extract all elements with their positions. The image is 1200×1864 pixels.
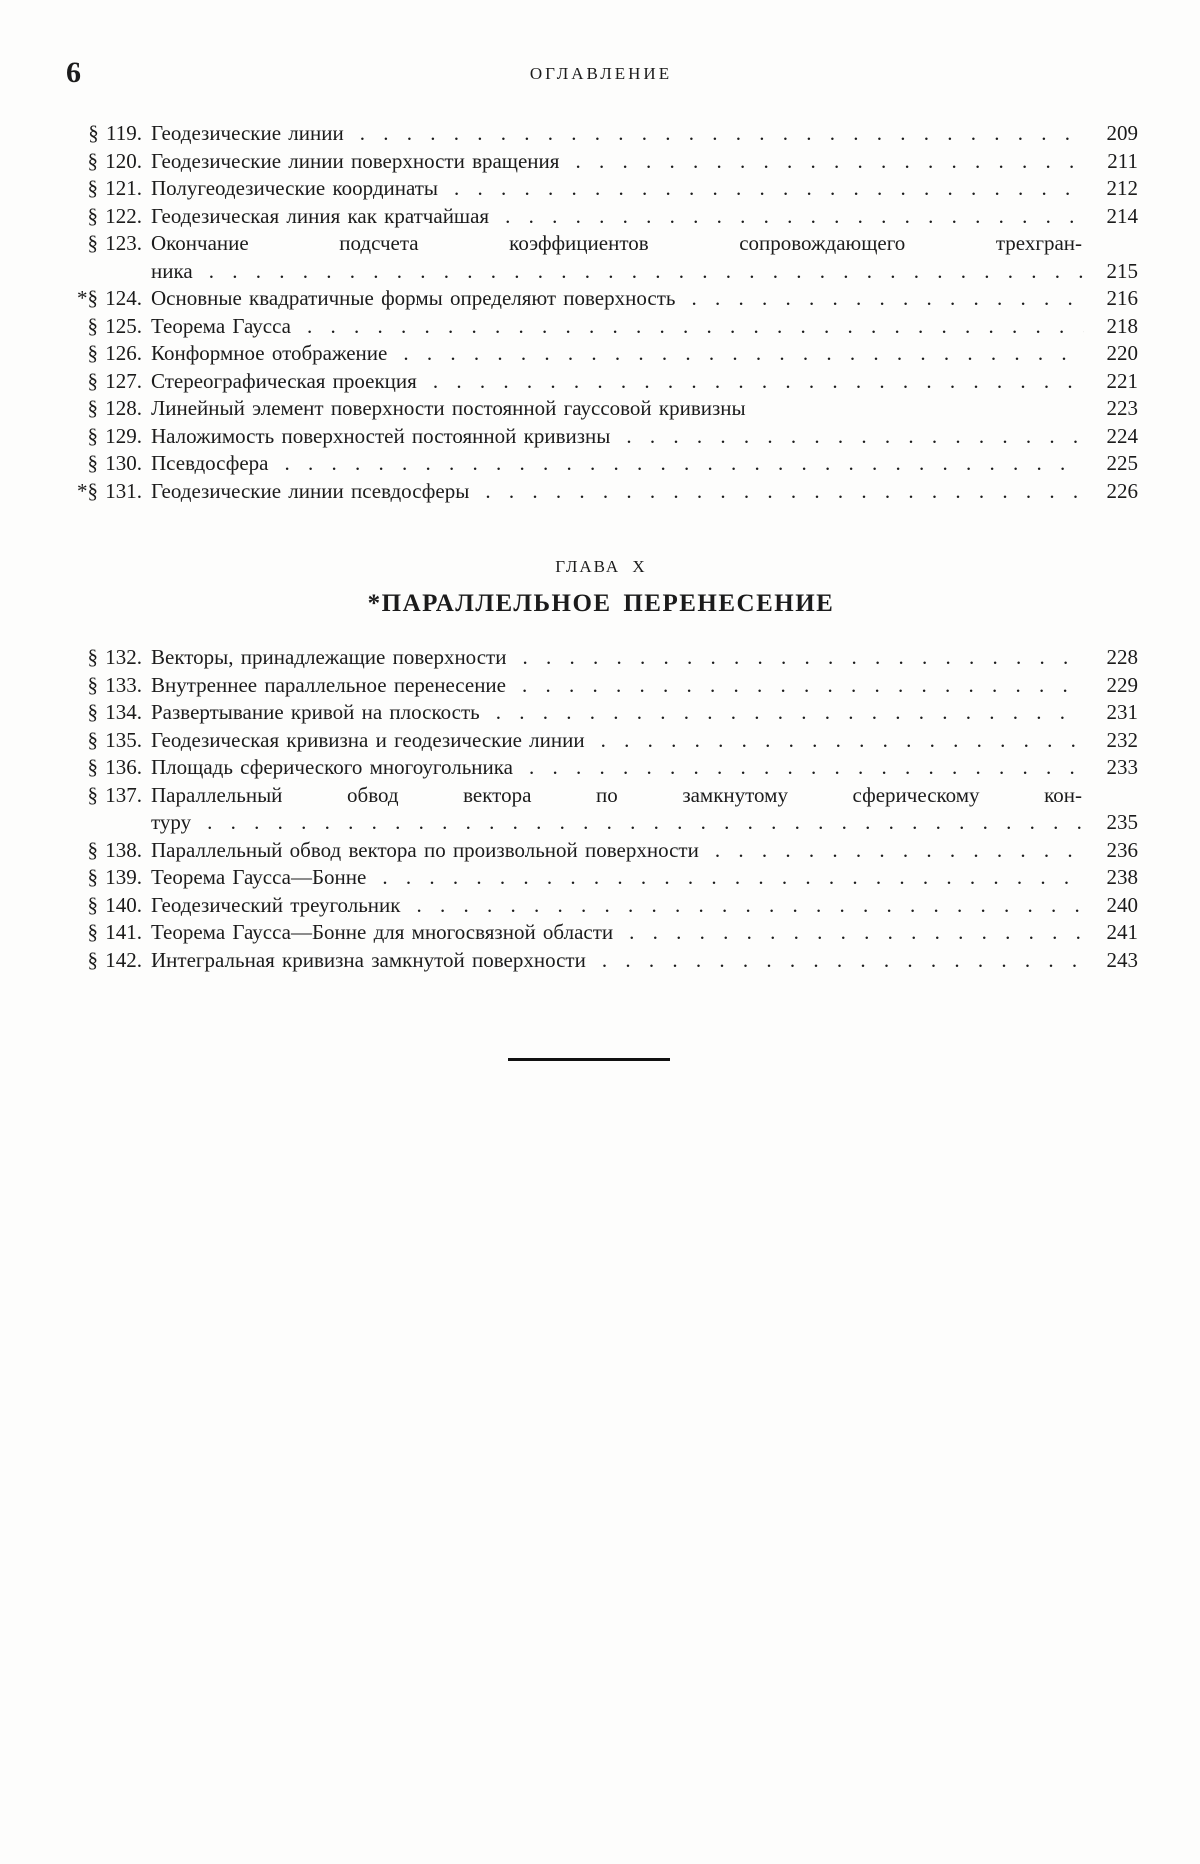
entry-title: Геодезический треугольник — [151, 892, 401, 917]
entry-page: 212 — [1106, 176, 1138, 200]
entry-page: 221 — [1106, 368, 1138, 393]
entry-title: Геодезические линии — [151, 121, 344, 145]
toc-entry — [64, 919, 1138, 947]
entry-title: Теорема Гаусса—Бонне для многосвязной области — [151, 920, 614, 944]
toc-list-chapter9 — [64, 120, 1138, 505]
toc-entry — [64, 892, 1138, 920]
entry-leader-dots — [629, 919, 1084, 947]
entry-page: 240 — [1106, 892, 1138, 917]
entry-page: 209 — [1106, 121, 1138, 145]
entry-label: § 128. — [87, 396, 142, 420]
entry-label: § 121. — [87, 176, 142, 200]
entry-page: 232 — [1106, 727, 1138, 752]
toc-entry — [64, 175, 1138, 203]
page-number: 6 — [66, 56, 82, 89]
toc-entry — [64, 478, 1138, 506]
section-end-rule — [508, 1058, 670, 1061]
entry-title: Параллельный обвод вектора по произвольной поверхности — [151, 837, 699, 862]
entry-leader-dots — [403, 340, 1084, 368]
entry-leader-dots — [715, 837, 1084, 865]
entry-label: § 119. — [88, 121, 142, 145]
entry-title: Полугеодезические координаты — [151, 176, 439, 200]
entry-label: § 133. — [87, 672, 142, 697]
entry-title: Стереографическая проекция — [151, 368, 417, 393]
entry-title: Интегральная кривизна замкнутой поверхности — [151, 947, 586, 972]
entry-title: Внутреннее параллельное перенесение — [151, 672, 506, 697]
toc-entry — [64, 340, 1138, 368]
toc-entry — [64, 313, 1138, 341]
toc-entry — [64, 727, 1138, 755]
entry-leader-dots — [417, 892, 1085, 920]
entry-leader-dots — [454, 175, 1084, 203]
entry-title: Развертывание кривой на плоскость — [151, 700, 480, 724]
entry-page: 224 — [1106, 423, 1138, 448]
entry-label: § 125. — [87, 313, 142, 338]
entry-continuation: туру — [151, 810, 192, 834]
toc-entry — [64, 148, 1138, 176]
entry-page: 225 — [1106, 451, 1138, 475]
entry-page: 220 — [1106, 341, 1138, 365]
entry-leader-dots — [496, 699, 1084, 727]
entry-label: *§ 131. — [77, 478, 142, 503]
toc-entry — [64, 120, 1138, 148]
chapter-kicker: ГЛАВА X — [555, 557, 647, 576]
entry-page: 223 — [1106, 396, 1138, 420]
entry-leader-dots — [505, 203, 1084, 231]
toc-entry — [64, 699, 1138, 727]
entry-title: Геодезическая кривизна и геодезические линии — [151, 727, 585, 752]
entry-leader-dots — [601, 727, 1084, 755]
entry-title: Линейный элемент поверхности постоянной гауссовой кривизны — [151, 396, 746, 420]
entry-leader-dots — [485, 478, 1084, 506]
entry-page: 226 — [1106, 478, 1138, 503]
toc-entry — [64, 203, 1138, 231]
entry-page: 236 — [1106, 837, 1138, 862]
entry-title: Псевдосфера — [151, 451, 269, 475]
entry-label: § 132. — [87, 645, 142, 669]
entry-leader-dots — [575, 148, 1084, 176]
entry-label: § 127. — [87, 368, 142, 393]
entry-label: § 129. — [87, 423, 142, 448]
entry-label: § 120. — [87, 148, 142, 173]
entry-leader-dots — [382, 864, 1084, 892]
entry-continuation: ника — [151, 258, 193, 283]
entry-leader-dots — [691, 285, 1084, 313]
entry-body — [151, 782, 1138, 837]
entry-leader-dots — [360, 120, 1084, 148]
entry-page: 243 — [1106, 947, 1138, 972]
entry-title: Наложимость поверхностей постоянной кривизны — [151, 423, 611, 448]
entry-page: 215 — [1106, 258, 1138, 283]
toc-entry — [64, 754, 1138, 782]
entry-page: 218 — [1106, 313, 1138, 338]
entry-leader-dots — [522, 644, 1084, 672]
entry-title: Конформное отображение — [151, 341, 388, 365]
entry-page: 231 — [1106, 700, 1138, 724]
toc-list-chapter10 — [64, 644, 1138, 974]
entry-label: § 135. — [87, 727, 142, 752]
entry-label: § 134. — [87, 700, 142, 724]
entry-label: § 138. — [87, 837, 142, 862]
entry-title: Теорема Гаусса—Бонне — [151, 865, 367, 889]
entry-title: Геодезическая линия как кратчайшая — [151, 203, 490, 228]
running-head-title: ОГЛАВЛЕНИЕ — [529, 64, 673, 83]
toc-entry — [64, 368, 1138, 396]
toc-entry — [64, 864, 1138, 892]
chapter-title: *ПАРАЛЛЕЛЬНОЕ ПЕРЕНЕСЕНИЕ — [367, 590, 835, 617]
entry-page: 229 — [1106, 672, 1138, 697]
toc-entry — [64, 423, 1138, 451]
entry-page: 216 — [1106, 286, 1138, 310]
toc-entry — [64, 782, 1138, 837]
entry-page: 241 — [1106, 920, 1138, 944]
entry-leader-dots — [209, 258, 1084, 286]
entry-label: § 139. — [87, 865, 142, 889]
entry-leader-dots — [433, 368, 1084, 396]
entry-page: 228 — [1106, 645, 1138, 669]
entry-label: § 137. — [87, 782, 142, 807]
entry-label: § 140. — [87, 892, 142, 917]
entry-title: Теорема Гаусса — [151, 313, 291, 338]
entry-title: Векторы, принадлежащие поверхности — [151, 645, 507, 669]
entry-body — [151, 230, 1138, 285]
toc-entry — [64, 672, 1138, 700]
toc-entry — [64, 395, 1138, 423]
entry-title: Параллельный обвод вектора по замкнутому сферическому кон- — [151, 782, 1082, 807]
entry-title: Геодезические линии псевдосферы — [151, 478, 470, 503]
entry-leader-dots — [602, 947, 1084, 975]
chapter-heading — [64, 557, 1138, 618]
entry-label: § 123. — [87, 231, 142, 255]
entry-page: 214 — [1106, 203, 1138, 228]
entry-leader-dots — [307, 313, 1084, 341]
toc-entry — [64, 230, 1138, 285]
entry-leader-dots — [529, 754, 1084, 782]
entry-label: § 130. — [87, 451, 142, 475]
entry-title: Окончание подсчета коэффициентов сопровождающего трехгран- — [151, 231, 1082, 255]
entry-page: 238 — [1106, 865, 1138, 889]
entry-label: § 126. — [87, 341, 142, 365]
running-head — [64, 56, 1138, 92]
entry-continuation-row — [151, 809, 1138, 837]
entry-page: 235 — [1106, 810, 1138, 834]
toc-entry — [64, 450, 1138, 478]
toc-entry — [64, 644, 1138, 672]
toc-entry — [64, 837, 1138, 865]
entry-leader-dots — [626, 423, 1084, 451]
entry-label: § 141. — [87, 920, 142, 944]
entry-label: § 142. — [87, 947, 142, 972]
entry-leader-dots — [522, 672, 1084, 700]
toc-entry — [64, 285, 1138, 313]
toc-entry — [64, 947, 1138, 975]
entry-leader-dots — [285, 450, 1085, 478]
entry-title: Основные квадратичные формы определяют поверхность — [151, 286, 676, 310]
entry-title: Геодезические линии поверхности вращения — [151, 148, 560, 173]
entry-leader-dots — [207, 809, 1084, 837]
entry-continuation-row — [151, 258, 1138, 286]
entry-label: § 136. — [87, 755, 142, 779]
entry-page: 233 — [1106, 755, 1138, 779]
entry-label: § 122. — [87, 203, 142, 228]
entry-title: Площадь сферического многоугольника — [151, 755, 513, 779]
entry-page: 211 — [1107, 148, 1138, 173]
entry-label: *§ 124. — [77, 286, 142, 310]
